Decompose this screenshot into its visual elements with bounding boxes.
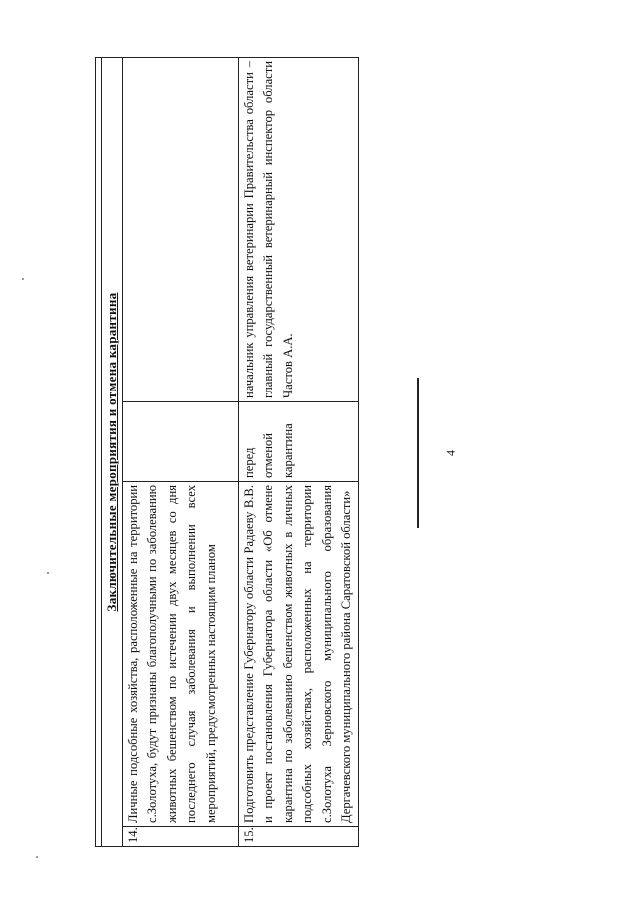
row-measure: Личные подсобные хозяйства, расположенные на территории с.Золотуха, будут признаны благополучными по заболеванию животных бешенством по истечении двух месяцев со дня последнего случая заболевания и выполнении всех мероприятий, предусмотренных настоящим планом [122, 482, 238, 827]
scan-speck [22, 278, 24, 280]
scan-speck [36, 856, 38, 858]
row-number: 15. [238, 827, 358, 847]
signature-line [417, 378, 419, 528]
row-responsible: начальник управления ветеринарии Правительства области – главный государственный ветеринарный инспектор области Частов А.А. [238, 58, 358, 402]
row-term [122, 402, 238, 482]
table-row [238, 58, 358, 847]
row-number: 14. [122, 827, 238, 847]
section-title: Заключительные мероприятия и отмена карантина [102, 58, 123, 847]
page-number: 4 [443, 450, 458, 456]
row-responsible [122, 58, 238, 402]
section-header-row [102, 58, 123, 847]
table-row [122, 58, 238, 847]
measures-table-container [95, 58, 353, 847]
measures-table [95, 57, 359, 847]
row-term: перед отменой карантина [238, 402, 358, 482]
scan-speck [47, 572, 49, 574]
measures-table-rotated [95, 58, 353, 847]
row-measure: Подготовить представление Губернатору области Радаеву В.В. и проект постановления Губернатора области «Об отмене карантина по заболеванию бешенством животных в личных подсобных хозяйствах, расположенных на территории с.Золотуха Зерновского муниципального образования Дергачевского муниципального района Саратовской области» [238, 482, 358, 827]
